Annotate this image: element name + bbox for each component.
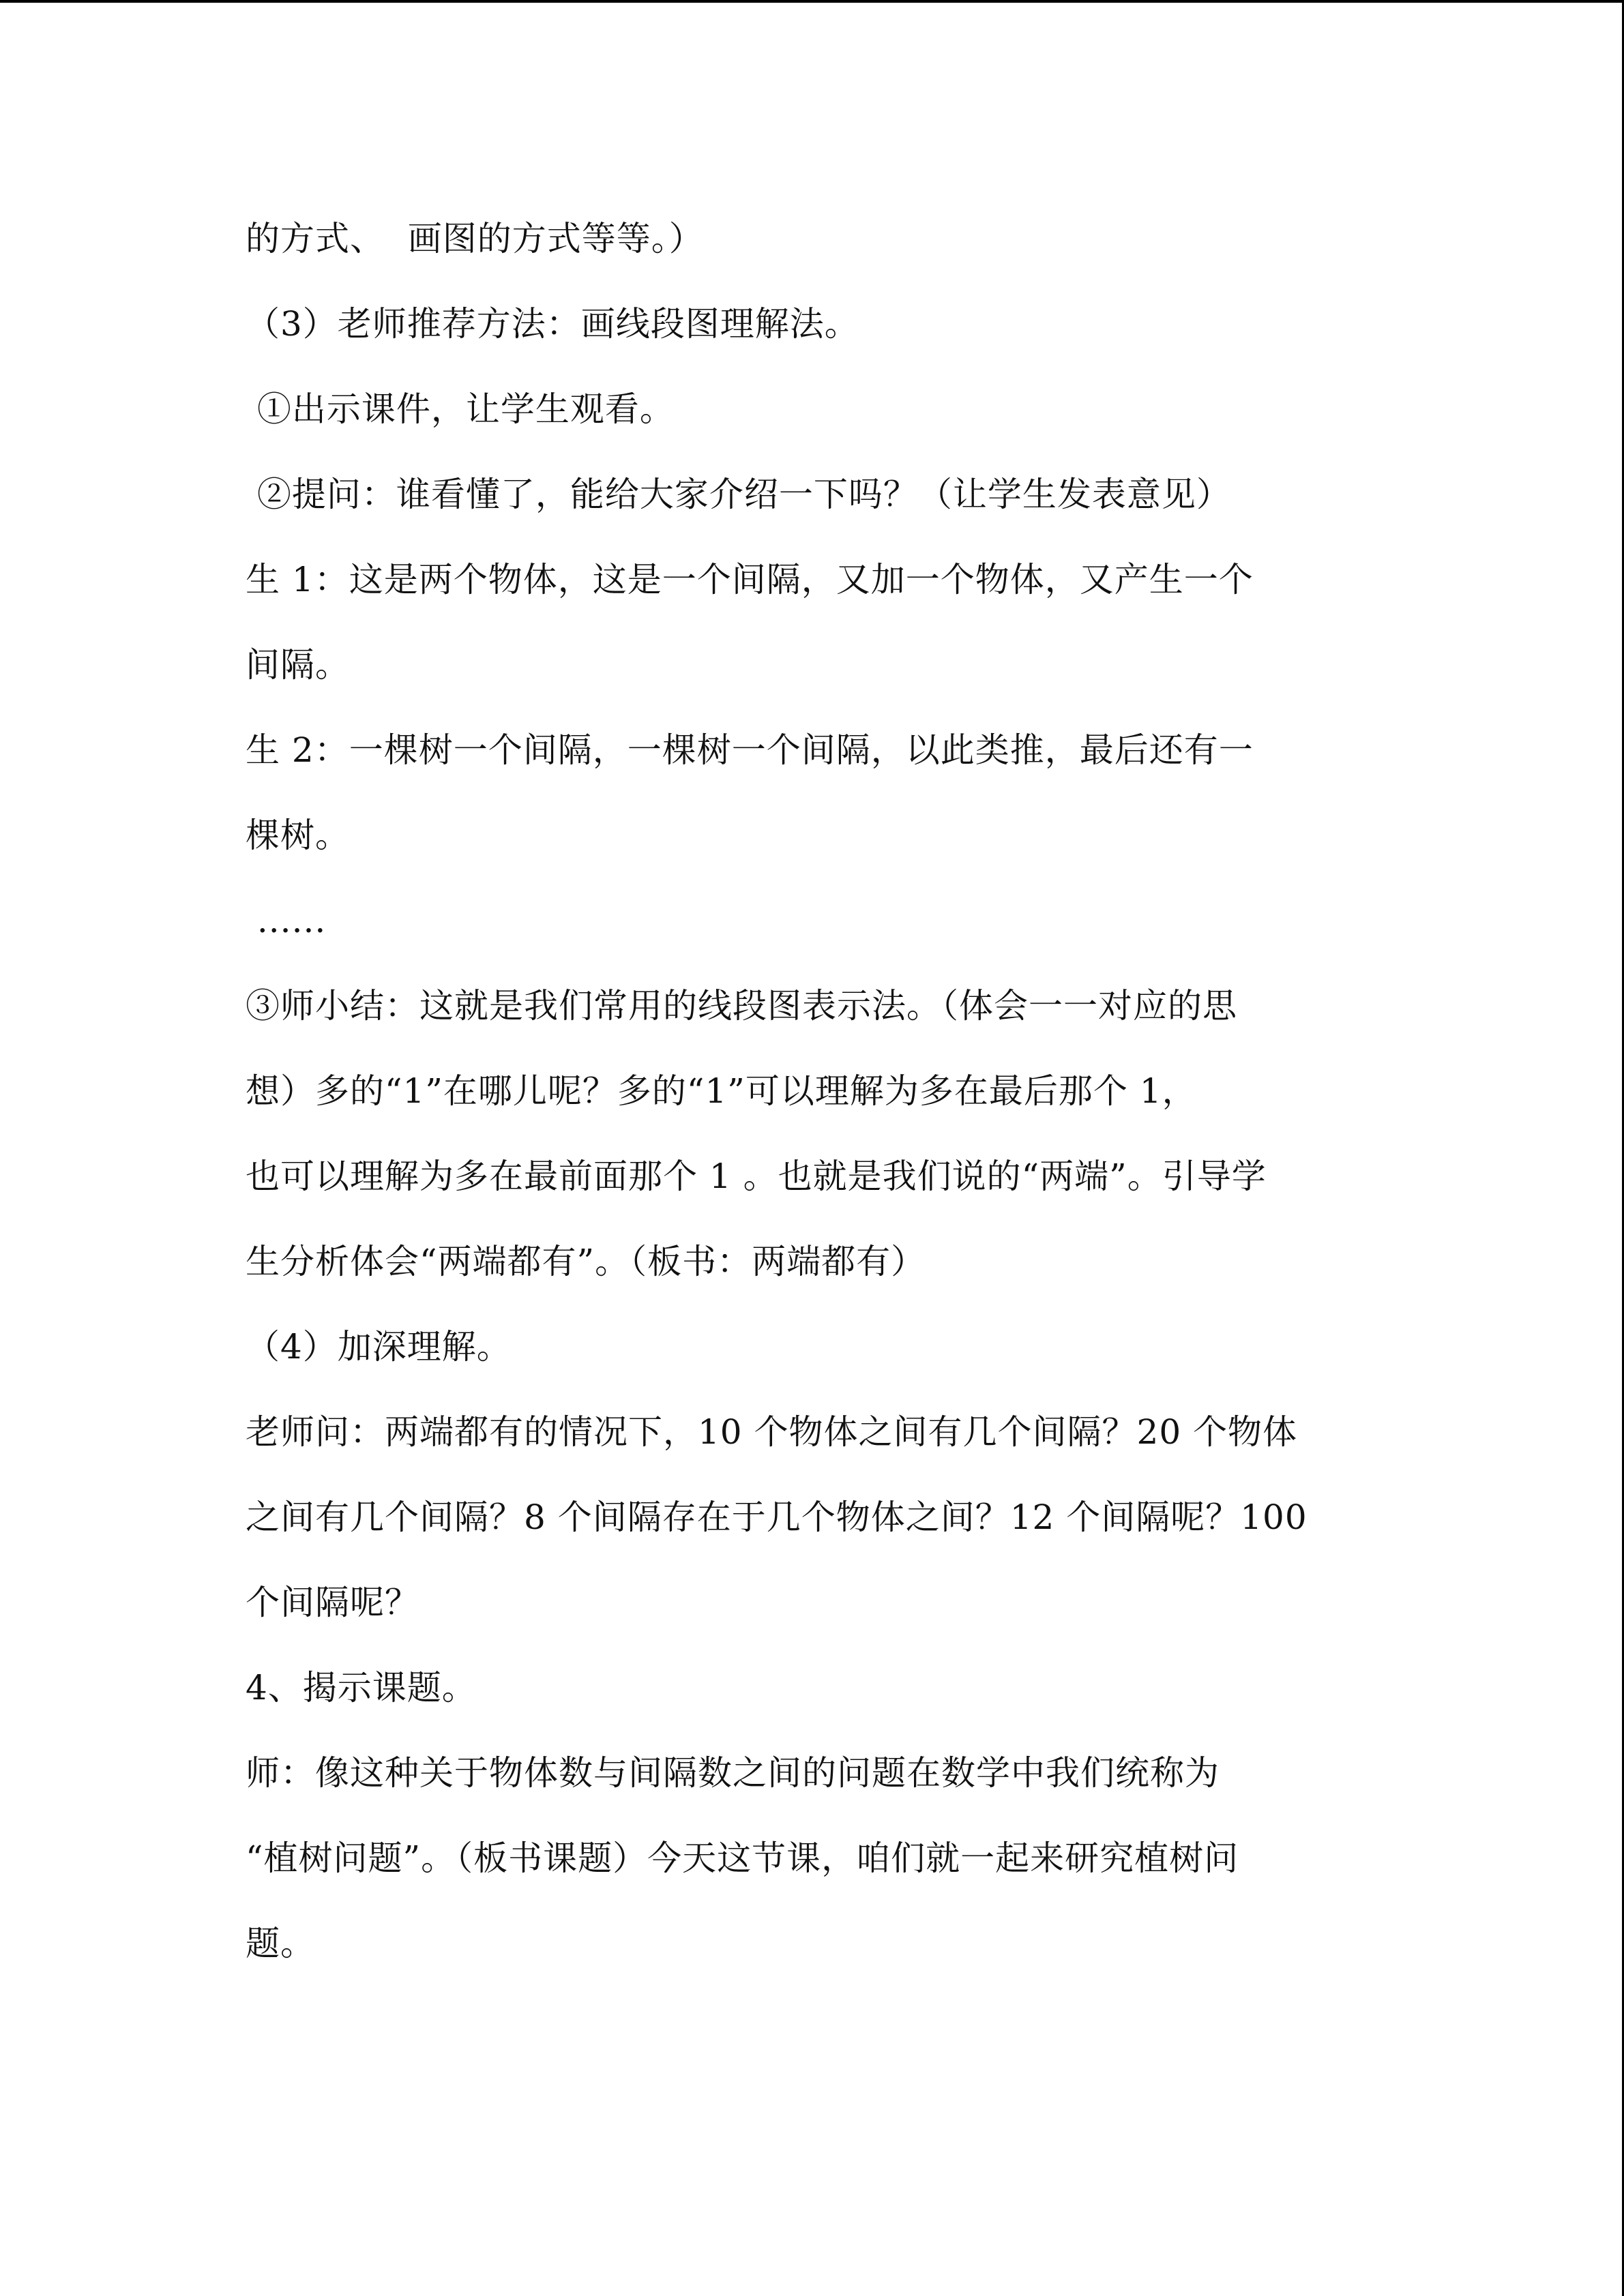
text-line: 也可以理解为多在最前面那个 1 。也就是我们说的“两端”。引导学 bbox=[246, 1157, 1267, 1196]
text-line: 个间隔呢？ bbox=[246, 1583, 419, 1622]
text-line: ③师小结：这就是我们常用的线段图表示法。（体会一一对应的思 bbox=[246, 986, 1237, 1026]
text-line: 师：像这种关于物体数与间隔数之间的问题在数学中我们统称为 bbox=[246, 1753, 1220, 1793]
text-line: 老师问：两端都有的情况下，10 个物体之间有几个间隔？20 个物体 bbox=[246, 1412, 1298, 1452]
text-line: 之间有几个间隔？8 个间隔存在于几个物体之间？12 个间隔呢？100 bbox=[246, 1497, 1308, 1537]
text-line: 生 1：这是两个物体，这是一个间隔，又加一个物体，又产生一个 bbox=[246, 560, 1254, 599]
text-line: （3）老师推荐方法：画线段图理解法。 bbox=[246, 304, 859, 344]
text-line: ①出示课件，让学生观看。 bbox=[246, 389, 675, 429]
text-line: ②提问：谁看懂了，能给大家介绍一下吗？（让学生发表意见） bbox=[246, 475, 1231, 514]
document-body bbox=[246, 196, 1391, 1986]
text-line: “植树问题”。（板书课题）今天这节课，咱们就一起来研究植树问 bbox=[246, 1838, 1239, 1878]
text-line: 想）多的“1”在哪儿呢？多的“1”可以理解为多在最后那个 1， bbox=[246, 1071, 1197, 1111]
text-line: （4）加深理解。 bbox=[246, 1327, 512, 1367]
page-top-border bbox=[0, 0, 1624, 3]
text-line: 棵树。 bbox=[246, 816, 350, 855]
text-line: ...... bbox=[246, 901, 327, 940]
text-line: 生分析体会“两端都有”。（板书：两端都有） bbox=[246, 1242, 926, 1281]
text-line: 间隔。 bbox=[246, 645, 350, 685]
text-line: 题。 bbox=[246, 1924, 315, 1963]
text-line: 的方式、 画图的方式等等。） bbox=[246, 219, 704, 258]
text-line: 生 2：一棵树一个间隔，一棵树一个间隔，以此类推，最后还有一 bbox=[246, 730, 1254, 770]
text-line: 4、揭示课题。 bbox=[246, 1668, 477, 1708]
